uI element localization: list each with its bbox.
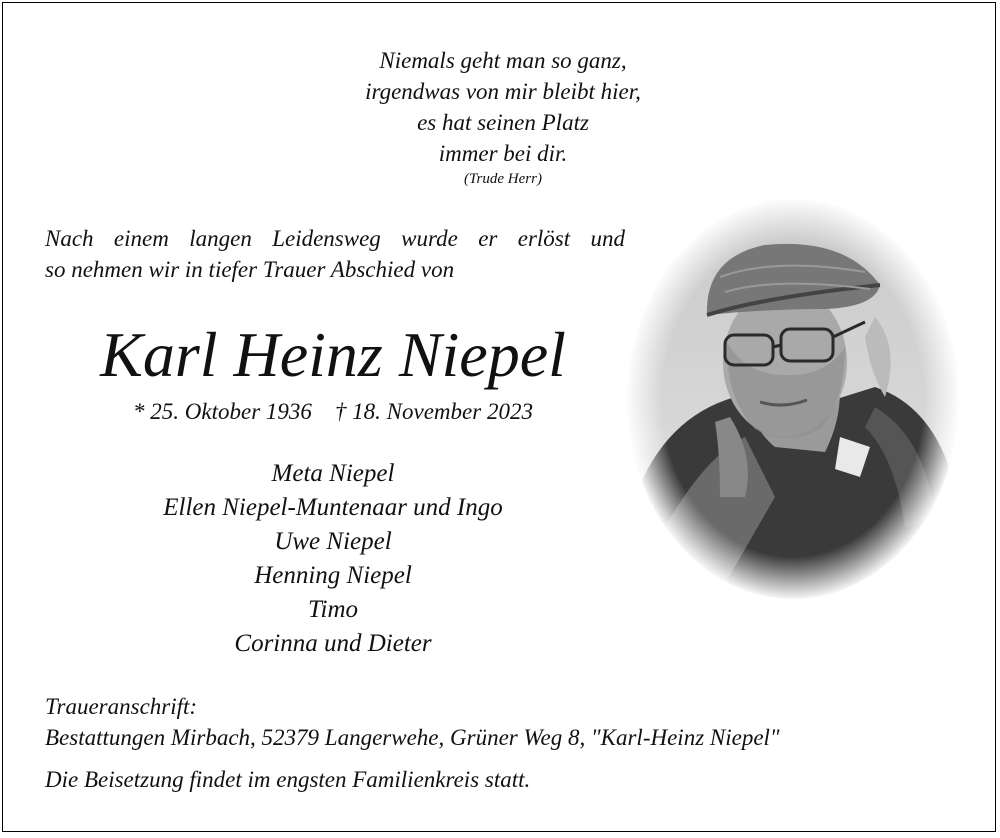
funeral-home-address: Bestattungen Mirbach, 52379 Langerwehe, Grüner Weg 8, "Karl-Heinz Niepel" <box>45 725 780 750</box>
life-dates <box>43 397 623 427</box>
poem-line: irgendwas von mir bleibt hier, <box>365 79 641 104</box>
footer <box>45 691 965 795</box>
intro-text <box>45 223 625 285</box>
deceased-name: Karl Heinz Niepel <box>100 319 566 390</box>
birth-date: * 25. Oktober 1936 <box>133 399 312 424</box>
poem-line: immer bei dir. <box>438 141 568 166</box>
death-date: † 18. November 2023 <box>334 399 533 424</box>
poem-line: Niemals geht man so ganz, <box>379 48 627 73</box>
intro-line: so nehmen wir in tiefer Trauer Abschied von <box>45 257 455 282</box>
poem <box>253 45 753 189</box>
intro-line: Nach einem langen Leidensweg wurde er erlöst und <box>45 226 625 251</box>
family-member: Corinna und Dieter <box>234 630 432 657</box>
family-member: Timo <box>307 596 359 623</box>
family-member: Meta Niepel <box>271 460 395 487</box>
family-member: Henning Niepel <box>254 562 412 589</box>
family-member: Ellen Niepel-Muntenaar und Ingo <box>163 494 503 521</box>
poem-line: es hat seinen Platz <box>417 110 589 135</box>
family-list <box>43 457 623 661</box>
poem-attribution: (Trude Herr) <box>464 171 542 187</box>
portrait-photo <box>625 197 961 601</box>
obituary-notice <box>2 2 996 832</box>
family-member: Uwe Niepel <box>274 528 392 555</box>
address-label: Traueranschrift: <box>45 694 198 719</box>
burial-note: Die Beisetzung findet im engsten Familienkreis statt. <box>45 767 531 792</box>
